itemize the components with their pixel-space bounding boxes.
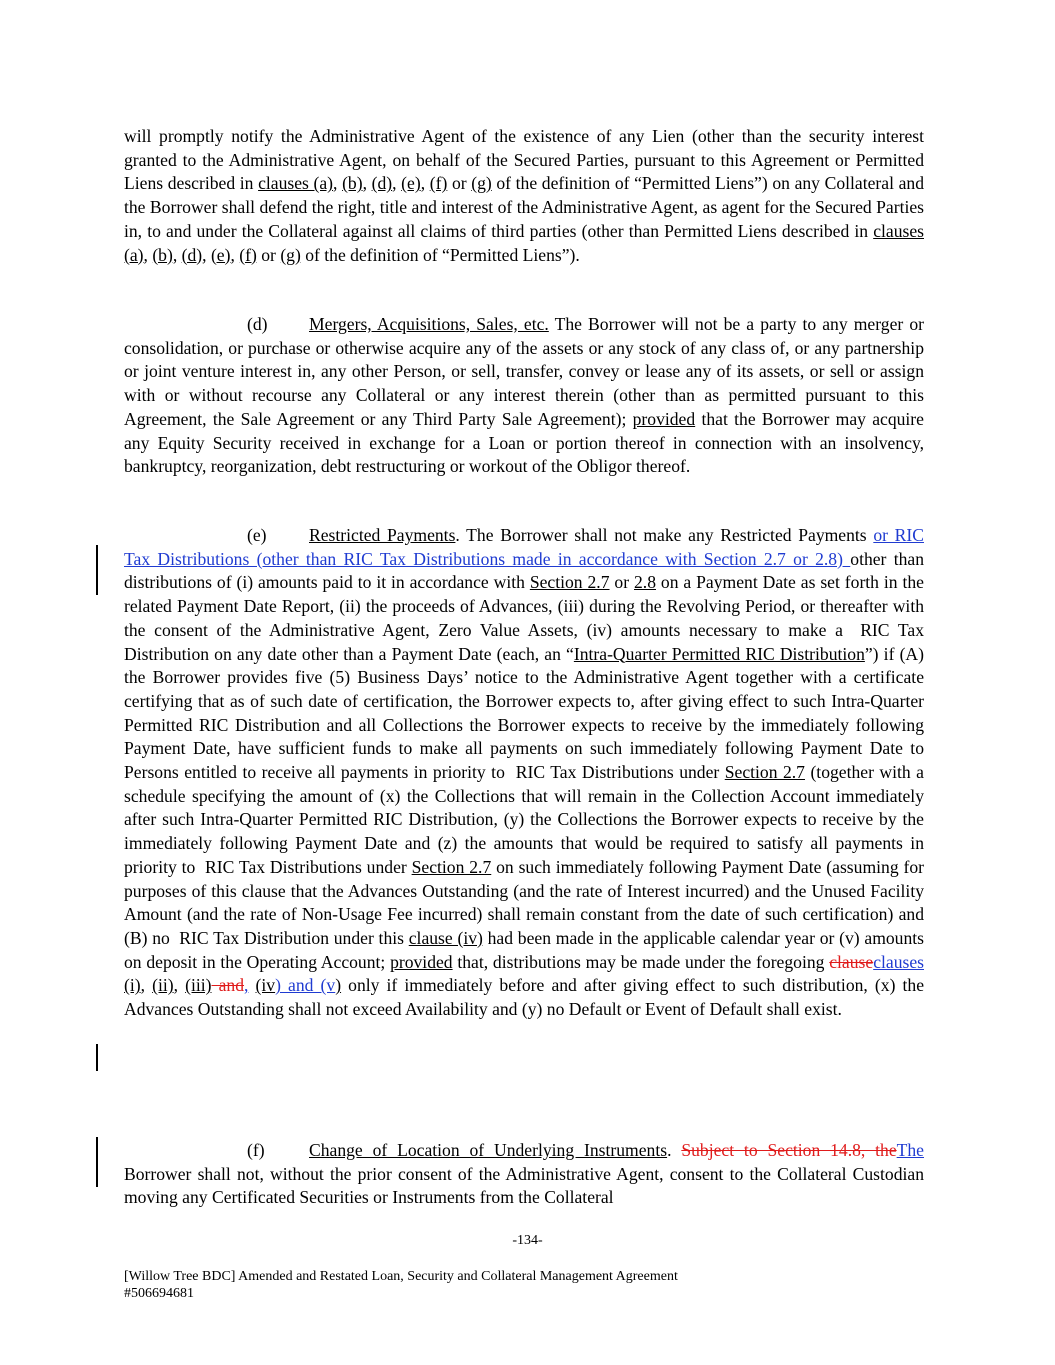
sep: , xyxy=(143,244,153,265)
section-d-mergers xyxy=(124,313,924,479)
text: or xyxy=(609,572,634,593)
clause-ref: (f) xyxy=(239,244,257,265)
clause-ref: clauses (a) xyxy=(258,173,334,194)
sep: , xyxy=(172,244,182,265)
clause-ref: ) xyxy=(335,975,342,996)
deleted-text: clause xyxy=(829,951,874,972)
clause-ref: clauses (a) xyxy=(124,220,924,265)
section-heading: Change of Location of Underlying Instruments xyxy=(309,1140,668,1160)
section-label: (e) xyxy=(247,525,267,545)
text: of the definition of “Permitted Liens”) on any Collateral and the Borrower shall defend the right, title and interest of the Administrative Agent, as agent for the Secured Parties in, to and under the Collateral against all claims of third parties (other than Permitted Liens described in xyxy=(124,173,925,241)
section-label: (f) xyxy=(247,1140,265,1160)
section-ref: Section 2.7 xyxy=(411,856,492,877)
clause-ref: (ii) xyxy=(152,975,174,996)
text: Borrower shall not, without the prior consent of the Administrative Agent, consent to the Collateral Custodian moving any Certificated Securities or Instruments from the Collateral xyxy=(124,1163,924,1208)
sep: , xyxy=(420,173,430,194)
sep xyxy=(248,975,255,995)
text: The Borrower will not be a party to any merger or consolidation, or purchase or otherwise acquire any of the assets or any stock of any class of, or any partnership or joint venture interest in, any other Person, or sell, transfer, convey or lease any of its assets, or sell or assign with or without recourse any Collateral or any interest therein (other than as permitted pursuant to this Agreement, the Sale Agreement or any Third Party Sale Agreement); xyxy=(124,314,924,429)
text: (together with a schedule specifying the amount of (x) the Collections that will remain in the Collection Account immediately after such Intra-Quarter Permitted RIC Distribution, (y) the Collections the Borrower expects to receive by the immediately following Payment Date and (z) the amounts that would be required to satisfy all payments in priority to RIC Tax Distributions under xyxy=(124,762,924,877)
sep: or xyxy=(256,244,281,265)
inserted-text: ) and (v xyxy=(275,975,336,996)
clause-ref: (e) xyxy=(401,173,421,194)
clause-ref: (i) xyxy=(124,975,141,996)
section-f-change-of-location xyxy=(124,1139,924,1210)
deleted-text: Subject to Section 14.8, the xyxy=(681,1140,897,1160)
clause-ref: (e) xyxy=(210,244,231,265)
clause-ref: (d) xyxy=(181,244,203,265)
section-e-restricted-payments xyxy=(124,524,924,1022)
inserted-text: , xyxy=(244,975,249,996)
footer-title: [Willow Tree BDC] Amended and Restated Loan, Security and Collateral Management Agreement xyxy=(124,1269,678,1284)
sep: or xyxy=(447,173,472,194)
defined-term: Intra-Quarter Permitted RIC Distribution xyxy=(573,643,865,664)
footer-doc-id: #506694681 xyxy=(124,1286,194,1301)
term-provided: provided xyxy=(632,408,696,429)
change-bar xyxy=(96,1137,98,1187)
sep: , xyxy=(173,975,186,996)
section-ref: Section 2.7 xyxy=(724,762,805,783)
document-footer xyxy=(124,1268,678,1302)
text: of the definition of “Permitted Liens”). xyxy=(300,244,580,265)
text: will promptly notify the Administrative Agent of the existence of any Lien (other than the security interest granted to the Administrative Agent, on behalf of the Secured Parties, pursuant to this Agreement or Permitted Liens described in xyxy=(124,126,924,194)
sep: , xyxy=(362,173,372,194)
clause-ref: (g) xyxy=(280,244,301,265)
deleted-text: and xyxy=(211,975,245,996)
text: on such immediately following Payment Date (assuming for purposes of this clause that the Advances Outstanding (and the rate of Interest incurred) and the Unused Facility Amount (and the rate of Non-Usage Fee incurred) shall remain constant from the date of such certification) and (B) no RIC Tax Distribution under this xyxy=(124,856,925,948)
text: that, distributions may be made under the foregoing xyxy=(452,951,830,972)
paragraph-lien-continuation xyxy=(124,125,924,267)
change-bar xyxy=(96,1044,98,1071)
change-bar xyxy=(96,545,98,595)
term-provided: provided xyxy=(390,951,453,972)
clause-ref: clause (iv) xyxy=(408,927,483,948)
section-heading: Mergers, Acquisitions, Sales, etc. xyxy=(309,314,549,334)
clause-ref: (iv xyxy=(255,975,276,996)
sep: , xyxy=(392,173,402,194)
inserted-text: clauses xyxy=(873,951,924,972)
sep: , xyxy=(333,173,343,194)
text: had been made in the applicable calendar year or (v) amounts on deposit in the Operating Account; xyxy=(124,927,925,972)
inserted-text: The xyxy=(896,1140,924,1160)
text: ”) if (A) the Borrower provides five (5) Business Days’ notice to the Administrative Agent together with a certificate certifying that as of such date of certification, the Borrower expects to, after giving effect to such Intra-Quarter Permitted RIC Distribution and all Collections the Borrower expects to receive by the immediately following Payment Date, have sufficient funds to make all payments on such immediately following Payment Date to Persons entitled to receive all payments in priority to RIC Tax Distributions under xyxy=(124,643,925,783)
text: only if immediately before and after giving effect to such distribution, (x) the Advances Outstanding shall not exceed Availability and (y) no Default or Event of Default shall exist. xyxy=(124,975,925,1020)
sep: , xyxy=(202,244,211,265)
page-number: -134- xyxy=(512,1233,543,1248)
sep: , xyxy=(140,975,153,996)
clause-ref: (d) xyxy=(371,173,393,194)
clause-ref: (b) xyxy=(152,244,173,265)
text: that the Borrower may acquire any Equity Security received in exchange for a Loan or portion thereof in connection with an insolvency, bankruptcy, reorganization, debt restructuring or workout of the Obligor thereof. xyxy=(124,408,924,477)
text: on a Payment Date as set forth in the related Payment Date Report, (ii) the proceeds of Advances, (iii) during the Revolving Period, or thereafter with the consent of the Administrative Agent, Zero Value Assets, (iv) amounts necessary to make a RIC Tax Distribution on any date other than a Payment Date (each, an “ xyxy=(124,572,924,664)
text: . xyxy=(667,1140,682,1160)
text: other than distributions of (i) amounts paid to it in accordance with xyxy=(124,548,925,593)
section-heading: Restricted Payments xyxy=(309,525,456,545)
section-ref: Section 2.7 xyxy=(529,572,610,593)
clause-ref: (b) xyxy=(342,173,363,194)
section-ref: 2.8 xyxy=(634,572,656,593)
inserted-text: or RIC Tax Distributions (other than RIC Tax Distributions made in accordance with Section 2.7 or 2.8) xyxy=(124,525,924,569)
section-label: (d) xyxy=(247,314,268,334)
text: . The Borrower shall not make any Restricted Payments xyxy=(455,525,874,545)
sep: , xyxy=(230,244,240,265)
clause-ref: (f) xyxy=(429,173,448,194)
clause-ref: (g) xyxy=(471,173,492,194)
clause-ref: (iii) xyxy=(185,975,212,996)
